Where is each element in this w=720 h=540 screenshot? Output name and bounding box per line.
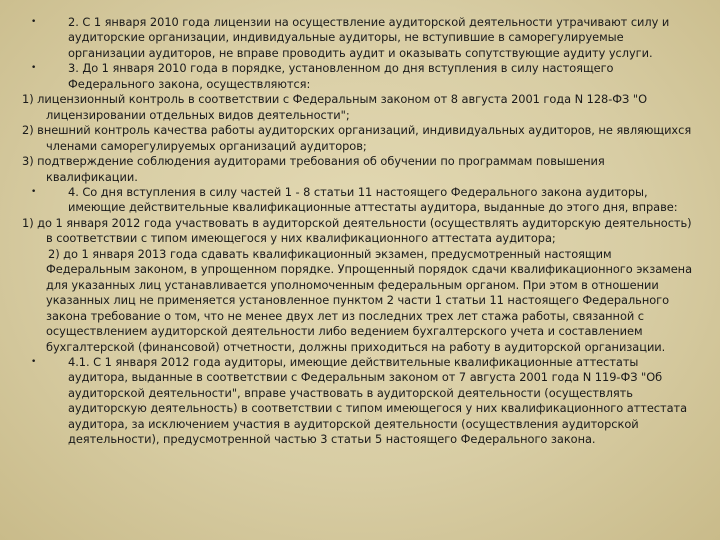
paragraph-part-3: [31, 61, 694, 92]
bullet-icon: •: [31, 356, 37, 367]
paragraph-text: 2) внешний контроль качества работы аудиторских организаций, индивидуальных аудиторов, не являющихся членами саморегулируемых организаций аудиторов;: [22, 123, 692, 153]
paragraph-text: 1) до 1 января 2012 года участвовать в аудиторской деятельности (осуществлять аудиторскую деятельность) в соответствии с типом имеющегося у них квалификационного аттестата аудитора;: [22, 215, 692, 246]
paragraph-text: 3) подтверждение соблюдения аудиторами требования об обучении по программам повышения квалификации.: [22, 154, 605, 184]
paragraph-text: 3. До 1 января 2010 года в порядке, установленном до дня вступления в силу настоящего Федерального закона, осуществляются:: [68, 61, 614, 91]
list-item-3-2: [22, 123, 694, 154]
paragraph-text: 2) до 1 января 2013 года сдавать квалификационный экзамен, предусмотренный настоящим Федеральным законом, в упрощенном порядке. Упрощенный порядок сдачи квалификационного экзамена для указанных лиц устанавливается уполномоченным федеральным органом. При этом в отношении указанных лиц не применяется установленное пунктом 2 части 1 статьи 11 настоящего Федерального закона требование о том, что не менее двух лет из последних трех лет стажа работы, связанной с осуществлением аудиторской деятельности либо ведением бухгалтерского учета и составлением бухгалтерской (финансовой) отчетности, должны приходиться на работу в аудиторской организации.: [46, 246, 693, 354]
paragraph-text: 1) лицензионный контроль в соответствии с Федеральным законом от 8 августа 2001 года N 128-ФЗ "О лицензировании отдельных видов деятельности";: [22, 92, 647, 122]
paragraph-text: 2. С 1 января 2010 года лицензии на осуществление аудиторской деятельности утрачивают силу и аудиторские организации, индивидуальные аудиторы, не вступившие в саморегулируемые организации аудиторов, не вправе проводить аудит и оказывать сопутствующие аудиту услуги.: [68, 15, 670, 60]
bullet-icon: •: [31, 186, 37, 197]
list-item-4-1: [22, 216, 694, 247]
paragraph-part-4: [31, 184, 694, 216]
list-item-4-2: [22, 247, 694, 355]
list-item-3-1: [22, 92, 694, 123]
list-item-3-3: [22, 154, 694, 185]
paragraph-part-4-1: [31, 354, 694, 448]
bullet-icon: •: [31, 63, 37, 74]
bullet-icon: •: [31, 17, 37, 27]
paragraph-text: 4.1. С 1 января 2012 года аудиторы, имеющие действительные квалификационные аттестаты аудитора, выданные в соответствии с Федеральным законом от 7 августа 2001 года N 119-ФЗ "Об аудиторской деятельности", вправе участвовать в аудиторской деятельности (осуществлять аудиторскую деятельность) в соответствии с типом имеющегося у них квалификационного аттестата аудитора, за исключением участия в аудиторской деятельности (осуществления аудиторской деятельности), предусмотренной частью 3 статьи 5 настоящего Федерального закона.: [68, 354, 688, 447]
paragraph-text: 4. Со дня вступления в силу частей 1 - 8 статьи 11 настоящего Федерального закона аудиторы, имеющие действительные квалификационные аттестаты аудитора, выданные до этого дня, вправе:: [68, 184, 678, 215]
paragraph-part-2: [31, 15, 694, 61]
